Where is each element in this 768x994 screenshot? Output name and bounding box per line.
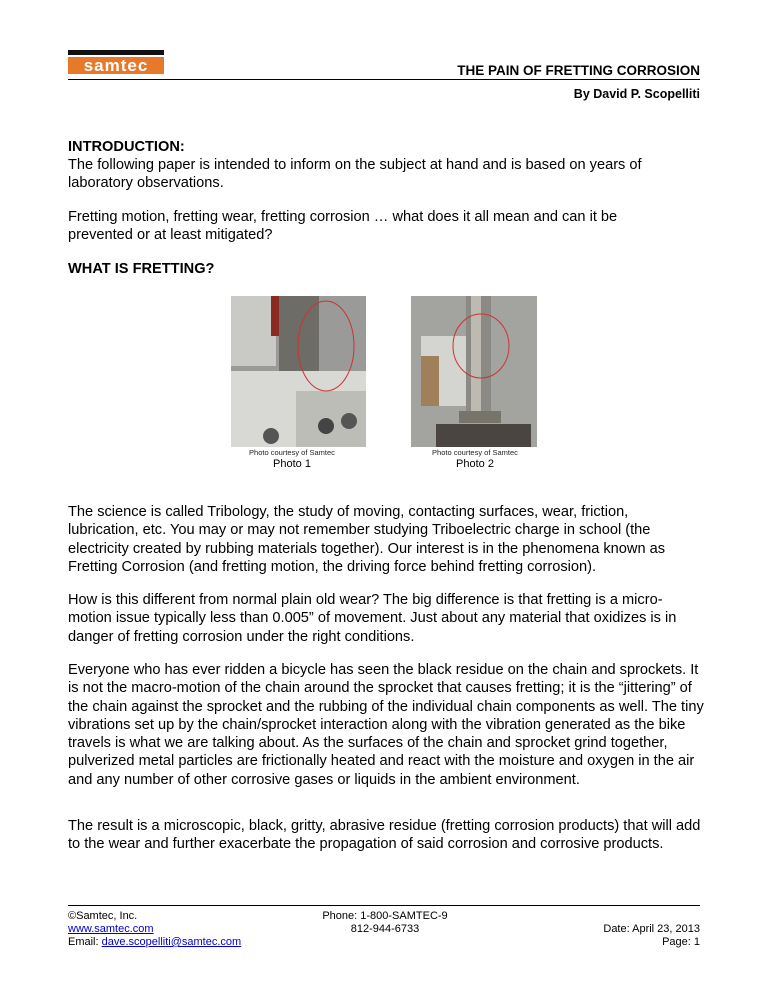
email-link[interactable]: dave.scopelliti@samtec.com: [101, 936, 242, 948]
page-number: Page: 1: [662, 936, 700, 948]
photo-2-image: [411, 296, 537, 447]
intro-paragraph-2: Fretting motion, fretting wear, fretting corrosion … what does it all mean and can it be prevented or at least mitigated?: [68, 209, 618, 244]
email-label: Email:: [68, 936, 102, 948]
body-paragraph-3: Everyone who has ever ridden a bicycle has seen the black residue on the chain and sprockets. It is not the macro-motion of the chain around the sprocket that causes fretting; it is the “jittering” of the chain against the sprocket and the rubbing of the individual chain components as well. The tiny vibrations set up by the chain/sprocket interaction along with the vibration generated as the bike travels is what we are talking about. As the surfaces of the chain and sprocket grind together, pulverized metal particles are frictionally heated and react with the moisture and oxygen in the air and any number of other corrosive gases or liquids in the ambient environment.: [68, 662, 704, 788]
section-heading: WHAT IS FRETTING?: [68, 261, 215, 277]
intro-paragraph-1: The following paper is intended to inform on the subject at hand and is based on years of laboratory observations.: [68, 157, 642, 192]
photo-1-credit: Photo courtesy of Samtec: [249, 448, 335, 457]
author-line: By David P. Scopelliti: [573, 87, 700, 101]
photo-1-label: Photo 1: [273, 458, 311, 470]
footer-phone-2: 812-944-6733: [350, 923, 420, 935]
header-rule: [68, 79, 700, 80]
svg-text:samtec: samtec: [83, 56, 149, 75]
document-title: THE PAIN OF FRETTING CORROSION: [457, 63, 700, 78]
photo-2-credit: Photo courtesy of Samtec: [432, 448, 518, 457]
website-link[interactable]: www.samtec.com: [68, 923, 154, 935]
intro-heading: INTRODUCTION:: [68, 139, 185, 155]
footer-company: ©Samtec, Inc.: [68, 910, 138, 922]
footer-phone: Phone: 1-800-SAMTEC-9: [322, 910, 448, 922]
footer-date: Date: April 23, 2013: [603, 923, 700, 935]
body-paragraph-4: The result is a microscopic, black, gritty, abrasive residue (fretting corrosion products) that will add to the wear and further exacerbate the propagation of said corrosion and corrosive products.: [68, 818, 701, 853]
body-paragraph-2: How is this different from normal plain old wear? The big difference is that fretting is a micro-motion issue typically less than 0.005” of movement. Just about any material that oxidizes is in danger of fretting corrosion under the right conditions.: [68, 592, 677, 645]
body-paragraph-1: The science is called Tribology, the study of moving, contacting surfaces, wear, friction, lubrication, etc. You may or may not remember studying Triboelectric charge in school (the electricity created by rubbing materials together). Our interest is in the phenomena known as Fretting Corrosion (and fretting motion, the driving force behind fretting corrosion).: [68, 504, 666, 575]
photo-2-label: Photo 2: [456, 458, 494, 470]
footer-rule: [68, 905, 700, 906]
photo-1-image: [231, 296, 366, 447]
samtec-logo: [68, 50, 164, 76]
